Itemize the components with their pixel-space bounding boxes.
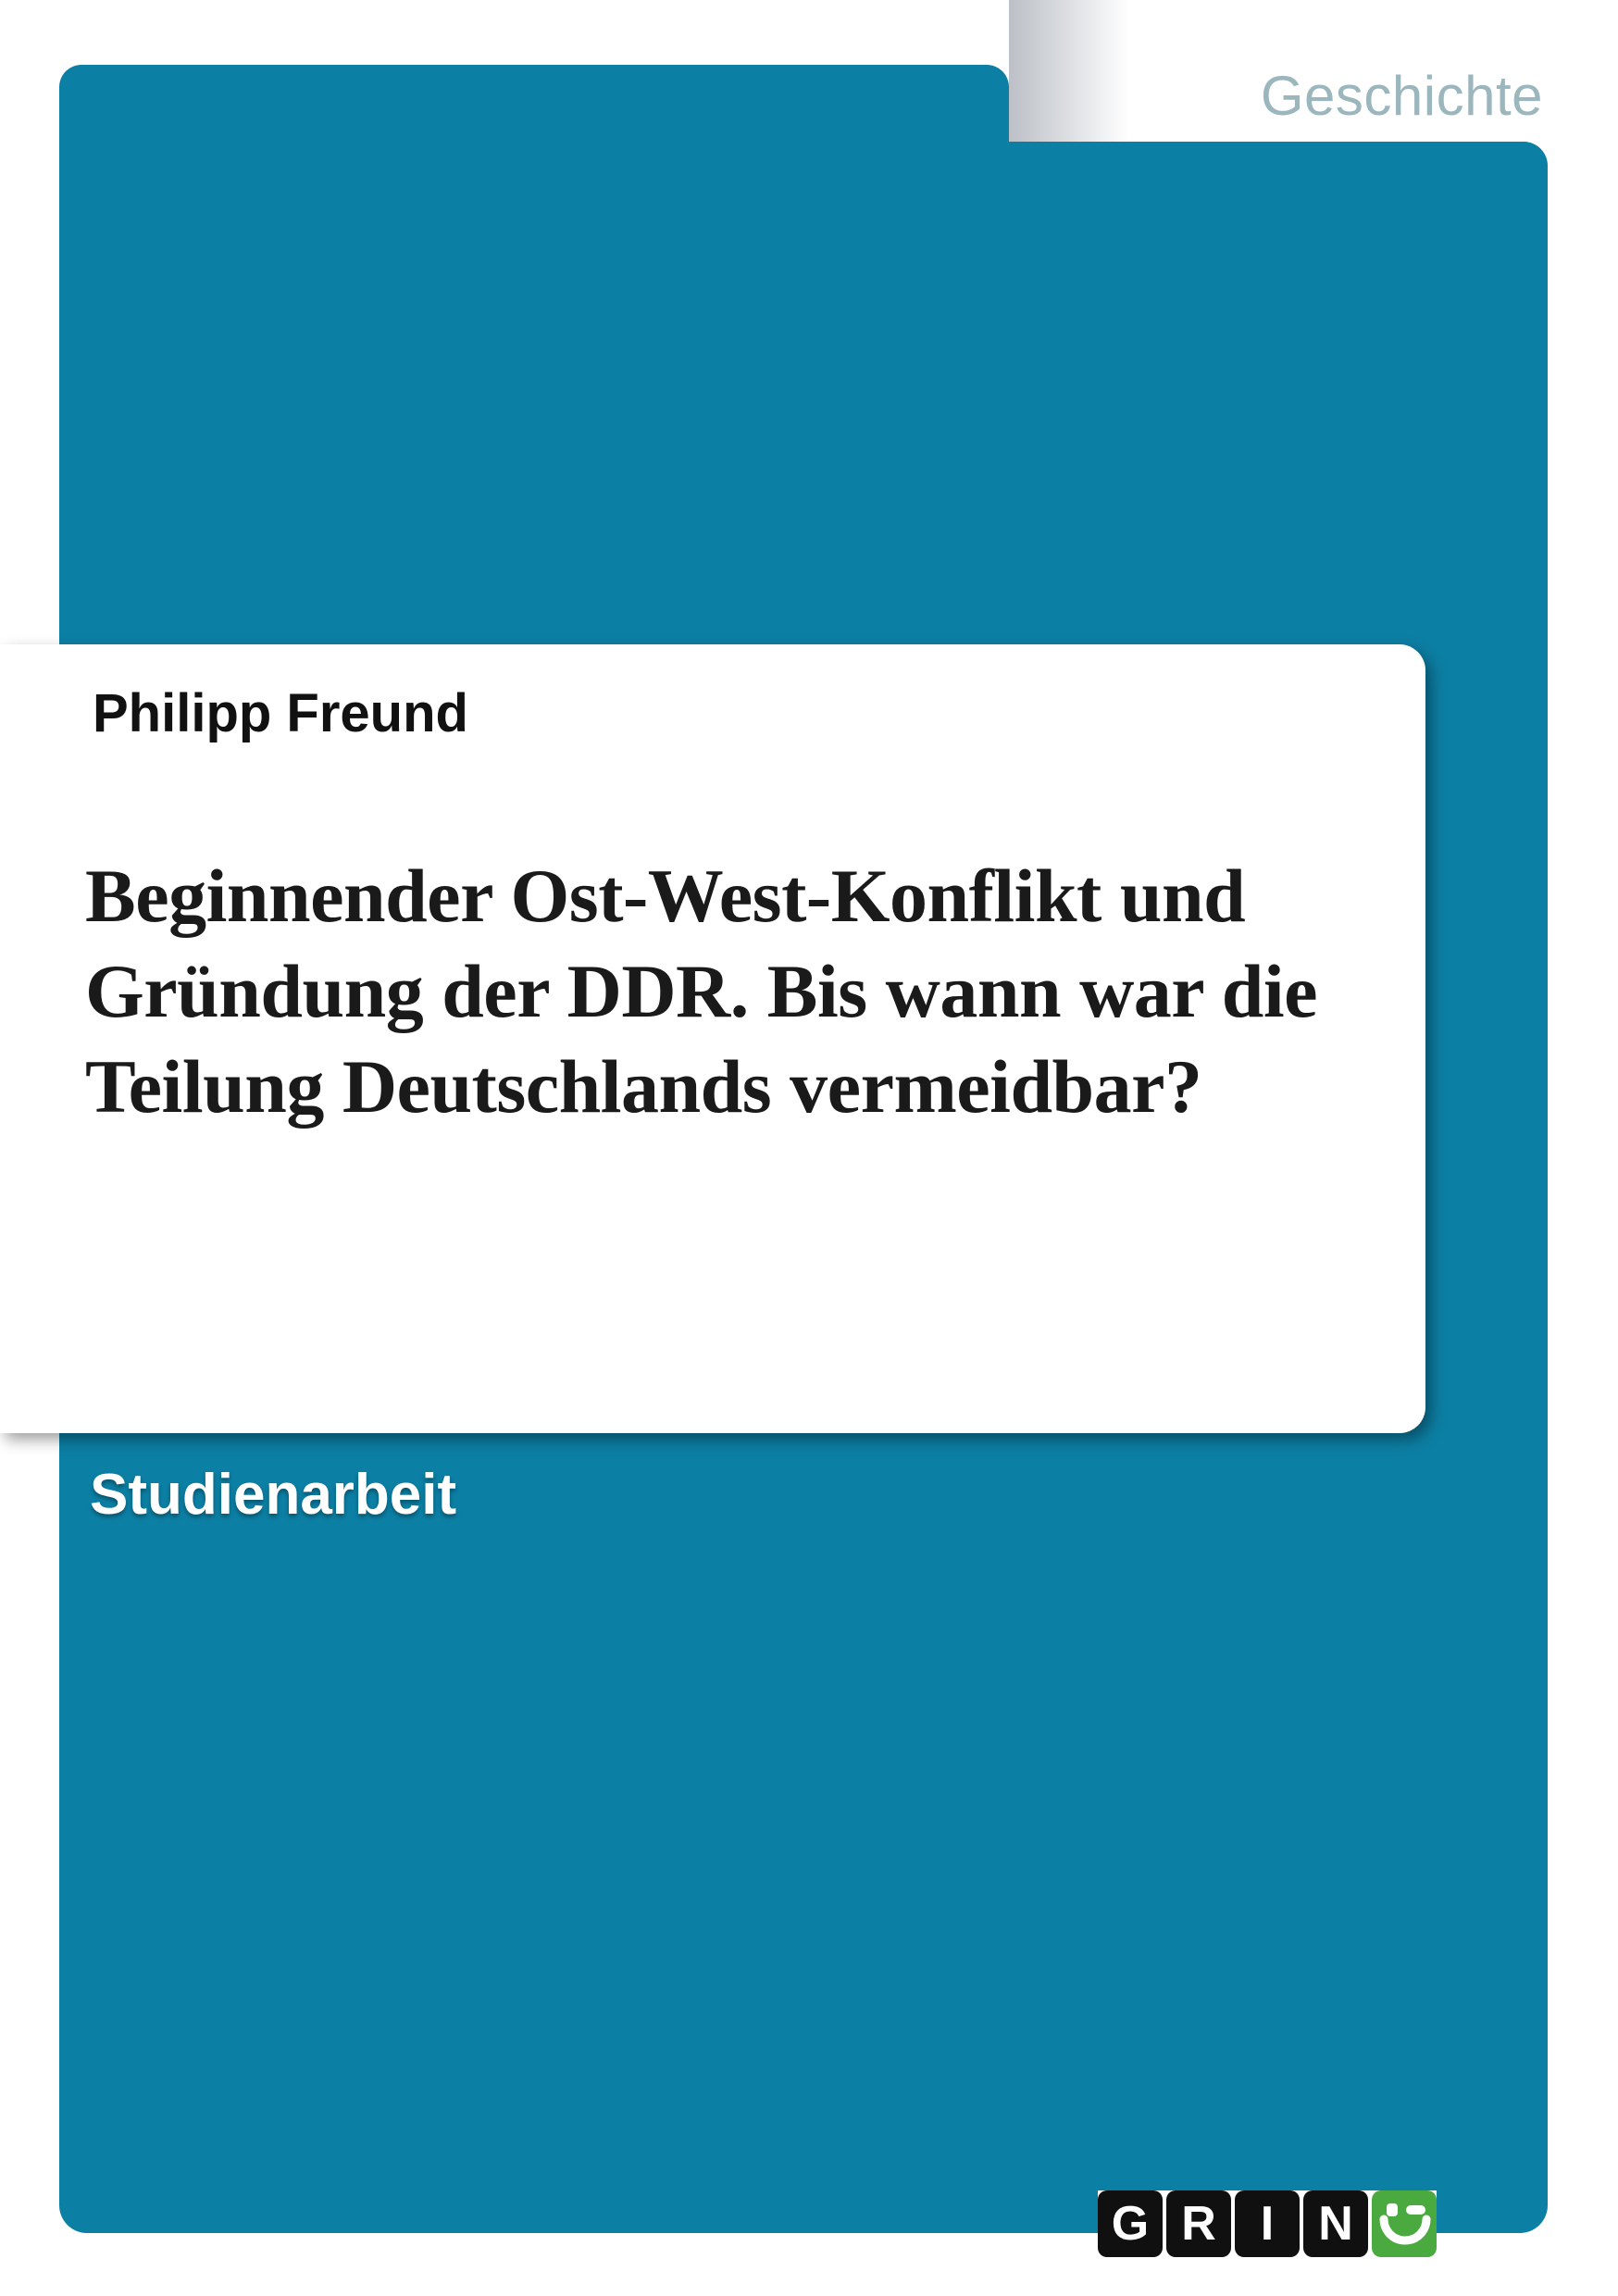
- grin-letter-tile: G: [1098, 2190, 1163, 2257]
- book-title-line: Beginnender Ost-West-Konflikt und: [85, 854, 1246, 938]
- author-name: Philipp Freund: [93, 683, 468, 743]
- category-label: Geschichte: [1260, 65, 1543, 127]
- teal-top-tab: [59, 65, 1009, 287]
- winking-smiley-icon: [1372, 2190, 1437, 2257]
- grin-publisher-logo: [1098, 2190, 1437, 2257]
- grin-letter-tile: I: [1235, 2190, 1300, 2257]
- document-type-label: Studienarbeit: [90, 1463, 457, 1527]
- book-title-line: Gründung der DDR. Bis wann war die: [85, 949, 1317, 1033]
- grin-letter-tile: R: [1166, 2190, 1231, 2257]
- grin-letter-tile: N: [1303, 2190, 1368, 2257]
- book-title: [85, 848, 1317, 1134]
- book-title-line: Teilung Deutschlands vermeidbar?: [85, 1044, 1202, 1129]
